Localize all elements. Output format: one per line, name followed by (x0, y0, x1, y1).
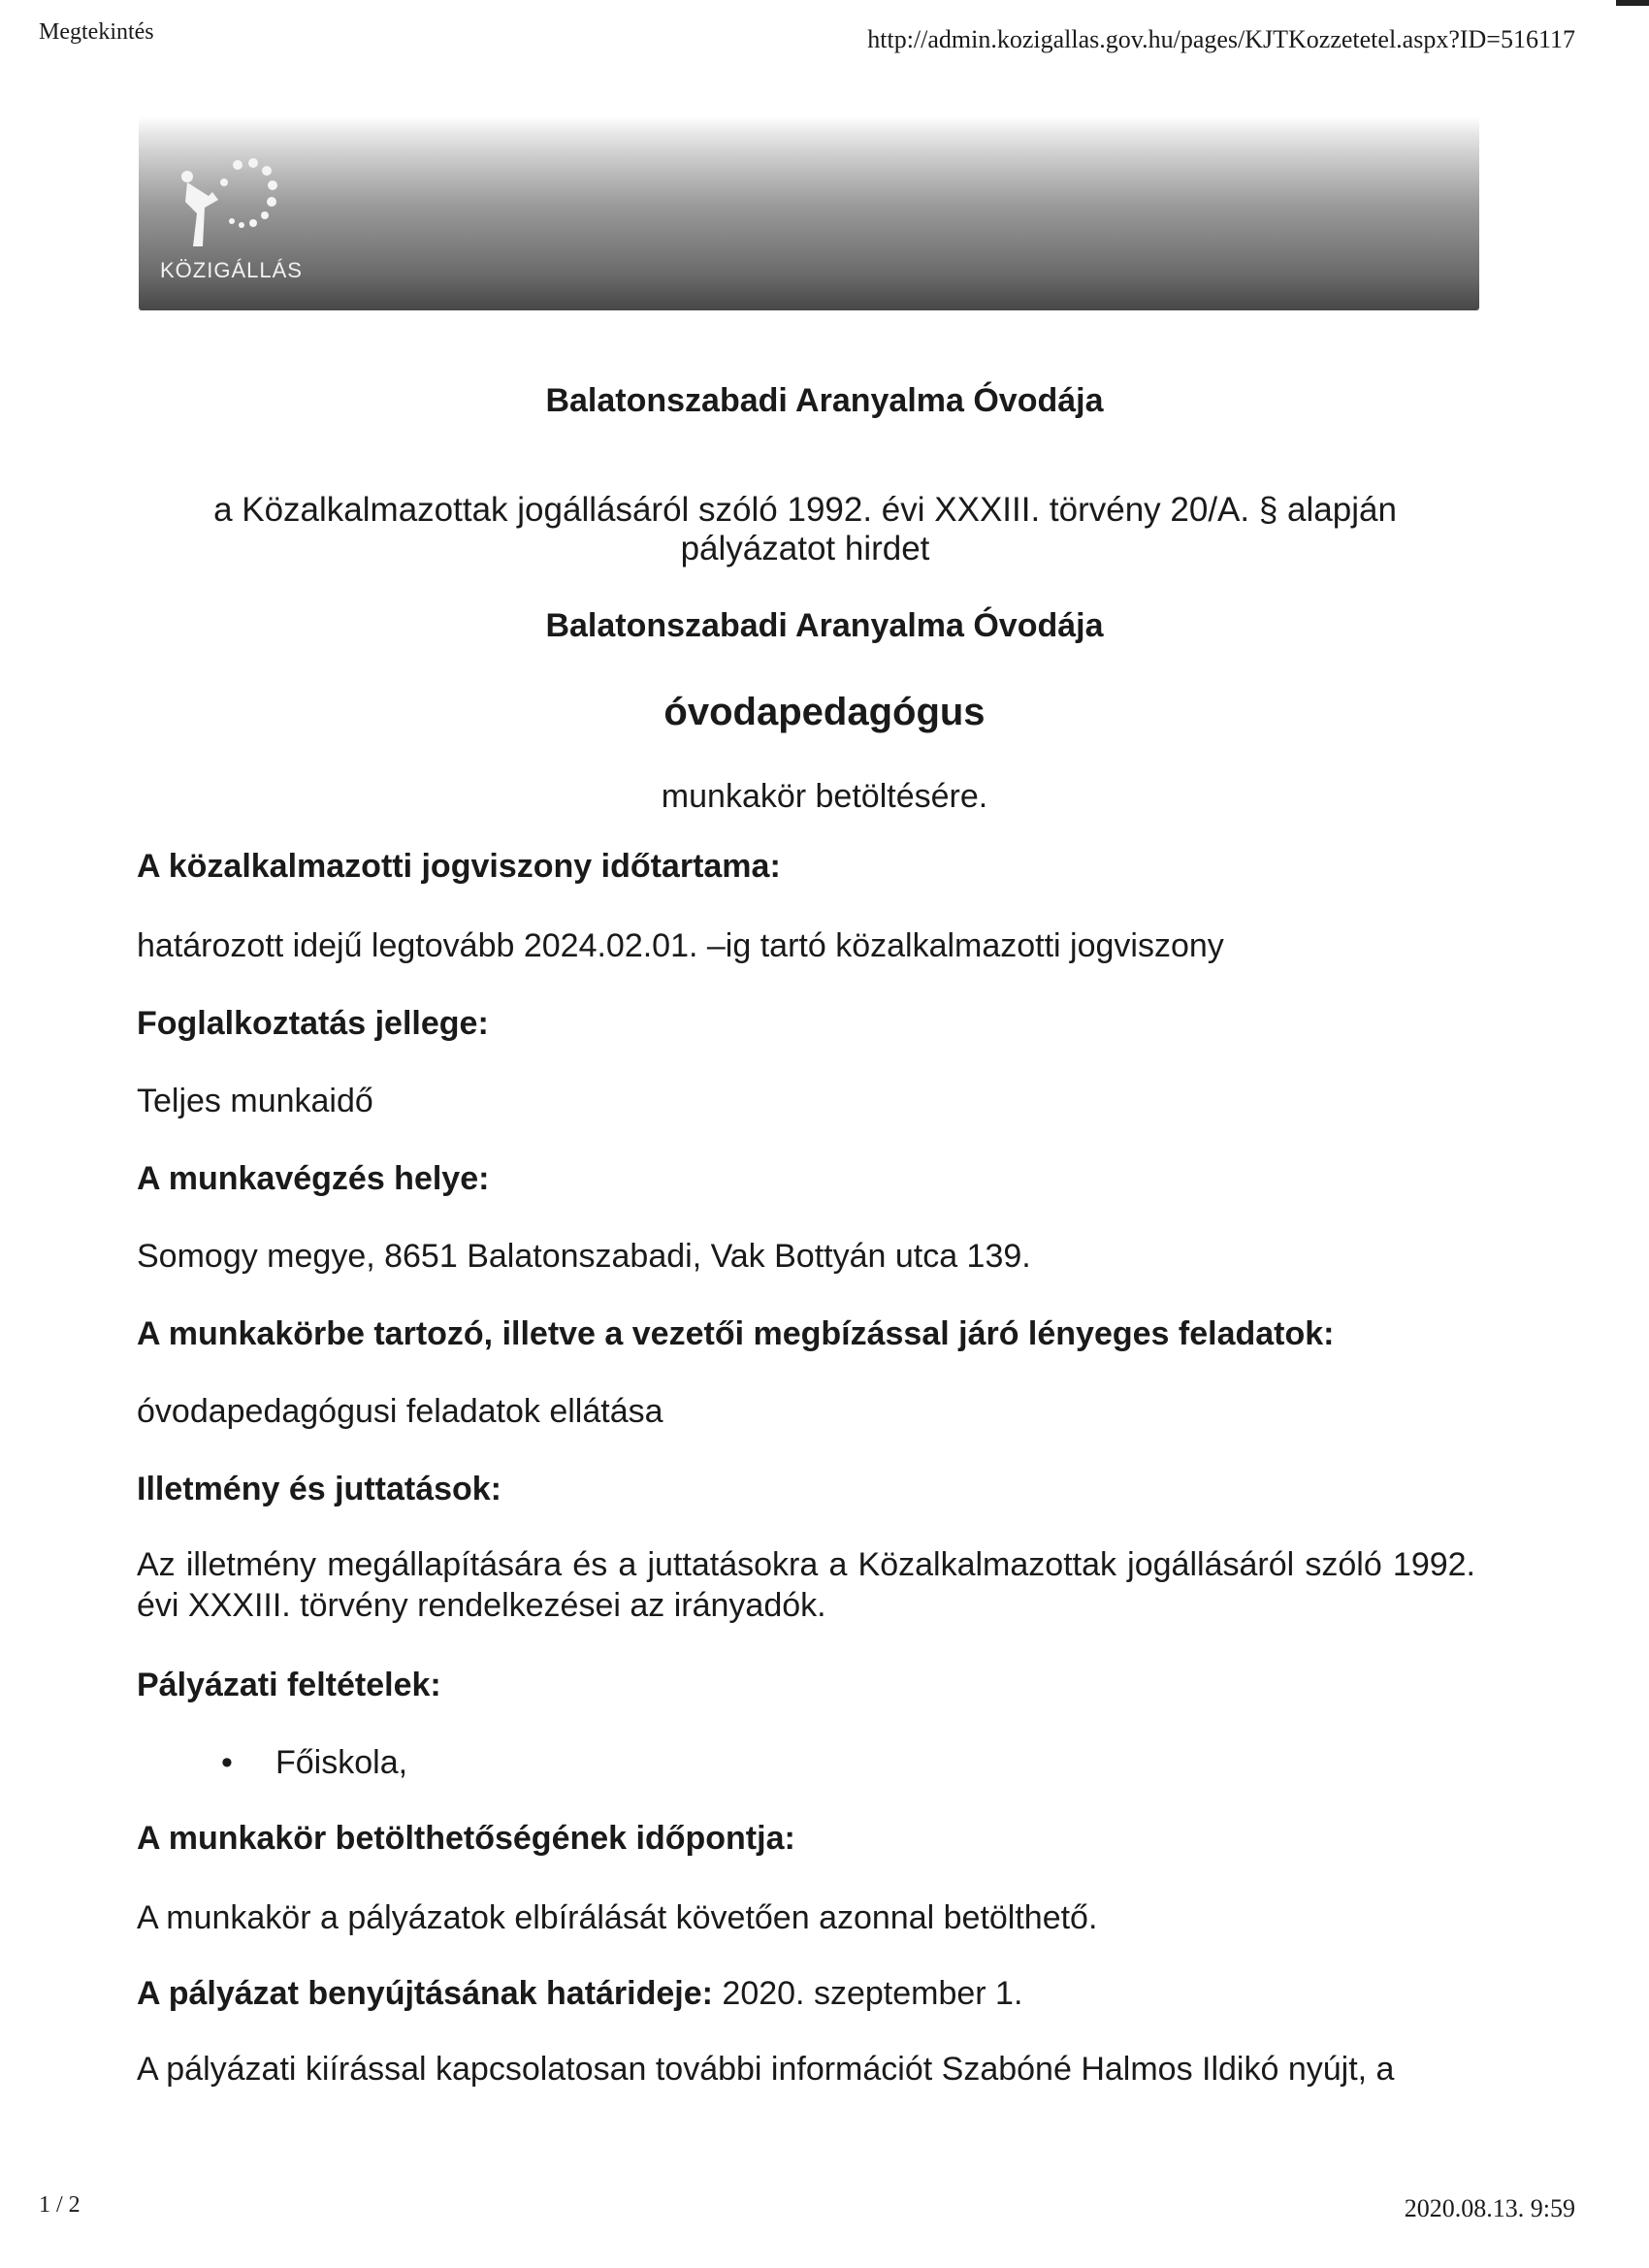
kozigallas-logo-icon (158, 132, 294, 268)
start-text: A munkakör a pályázatok elbírálását követően azonnal betölthető. (137, 1899, 1098, 1936)
duration-heading: A közalkalmazotti jogviszony időtartama: (137, 848, 781, 885)
salary-text: Az illetmény megállapítására és a juttatásokra a Közalkalmazottak jogállásáról szóló 1992. évi XXXIII. törvény rendelkezései az irányadók. (137, 1546, 1475, 1624)
position-title: óvodapedagógus (663, 691, 986, 733)
info-text: A pályázati kiírással kapcsolatosan további információt Szabóné Halmos Ildikó nyújt, a (137, 2051, 1395, 2088)
print-header-title: Megtekintés (39, 19, 154, 45)
deadline-line (137, 1975, 1022, 2013)
tasks-text: óvodapedagógusi feladatok ellátása (137, 1393, 663, 1430)
print-header-url: http://admin.kozigallas.gov.hu/pages/KJTKozzetetel.aspx?ID=516117 (867, 25, 1575, 53)
location-heading: A munkavégzés helye: (137, 1160, 490, 1197)
bullet-icon: • (221, 1744, 233, 1781)
page-number: 1 / 2 (39, 2192, 81, 2218)
scan-edge-mark (1616, 0, 1649, 6)
salary-heading: Illetmény és juttatások: (137, 1471, 502, 1507)
announcement-intro: a Közalkalmazottak jogállásáról szóló 1992. évi XXXIII. törvény 20/A. § alapján pályázatot hirdet (213, 491, 1397, 567)
institution-subtitle: Balatonszabadi Aranyalma Óvodája (545, 607, 1104, 644)
conditions-item: Főiskola, (275, 1744, 408, 1781)
print-timestamp: 2020.08.13. 9:59 (1404, 2194, 1575, 2222)
location-text: Somogy megye, 8651 Balatonszabadi, Vak Bottyán utca 139. (137, 1238, 1031, 1275)
conditions-heading: Pályázati feltételek: (137, 1667, 441, 1703)
deadline-heading: A pályázat benyújtásának határideje: (137, 1975, 713, 2012)
employment-heading: Foglalkoztatás jellege: (137, 1005, 489, 1042)
kozigallas-banner (139, 116, 1479, 310)
position-suffix: munkakör betöltésére. (661, 778, 988, 815)
tasks-heading: A munkakörbe tartozó, illetve a vezetői megbízással járó lényeges feladatok: (137, 1315, 1335, 1352)
employment-text: Teljes munkaidő (137, 1083, 373, 1119)
start-heading: A munkakör betölthetőségének időpontja: (137, 1820, 795, 1857)
institution-title: Balatonszabadi Aranyalma Óvodája (545, 382, 1104, 419)
deadline-text: 2020. szeptember 1. (722, 1975, 1023, 2012)
banner-logo-text: KÖZIGÁLLÁS (160, 258, 303, 282)
duration-text: határozott idejű legtovább 2024.02.01. –ig tartó közalkalmazotti jogviszony (137, 927, 1224, 964)
